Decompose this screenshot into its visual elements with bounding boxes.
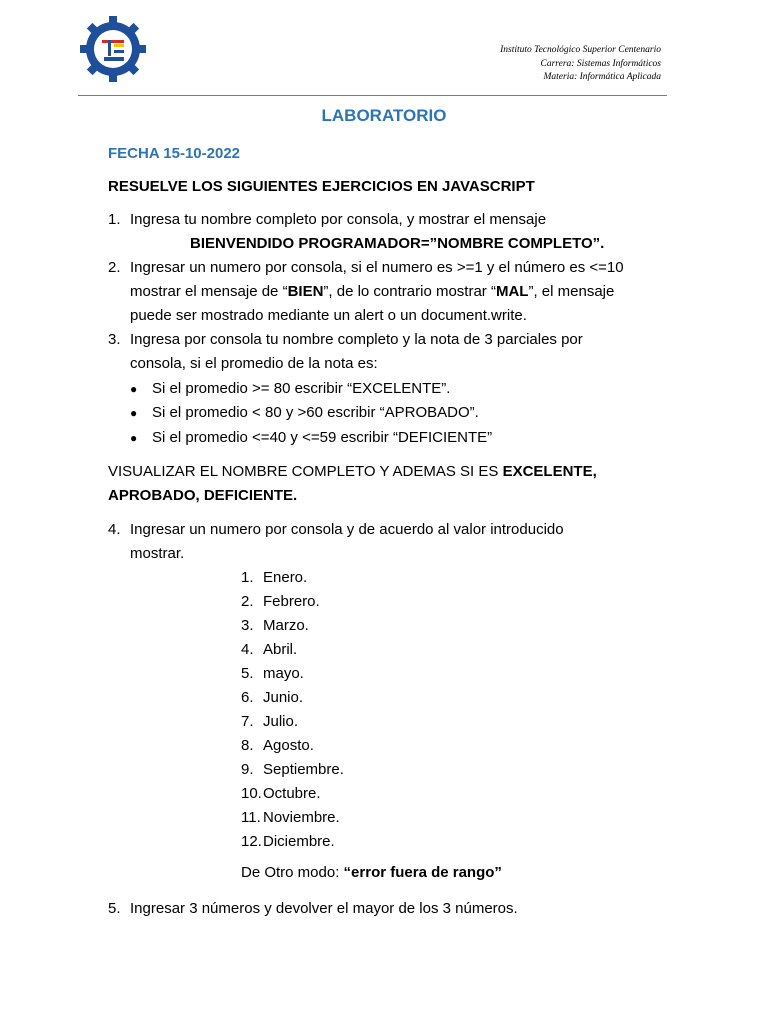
exercise-1 <box>108 210 546 230</box>
exercise-number: 4. <box>108 521 121 538</box>
bullet-item <box>130 403 479 423</box>
month-name: Abril. <box>263 641 298 658</box>
month-name: Julio. <box>263 713 299 730</box>
list-item <box>241 784 344 808</box>
exercise-text: Ingresa tu nombre completo por consola, y mostrar el mensaje <box>130 211 547 228</box>
exercise-4-line-2: mostrar. <box>130 545 185 562</box>
list-item <box>241 568 344 592</box>
list-item <box>241 592 344 616</box>
exercise-3 <box>108 330 583 350</box>
month-name: Febrero. <box>263 593 320 610</box>
otherwise-line <box>241 863 502 883</box>
mal-keyword: MAL <box>495 283 529 300</box>
exercise-4 <box>108 520 564 540</box>
exercise-2 <box>108 258 624 278</box>
exercise-text: Ingresar un numero por consola y de acuerdo al valor introducido <box>130 521 564 538</box>
bullet-icon: ● <box>130 406 138 420</box>
text-segment: ”, el mensaje <box>528 283 615 300</box>
institution-logo <box>78 14 148 84</box>
exercise-3-line-2: consola, si el promedio de la nota es: <box>130 355 378 372</box>
exercise-number: 1. <box>108 211 121 228</box>
list-item <box>241 640 344 664</box>
bien-keyword: BIEN <box>287 283 324 300</box>
career-name: Carrera: Sistemas Informáticos <box>540 58 661 69</box>
list-item <box>241 832 344 856</box>
list-number: 10. <box>241 785 262 802</box>
exercise-text: Ingresa por consola tu nombre completo y la nota de 3 parciales por <box>130 331 583 348</box>
month-name: Enero. <box>263 569 308 586</box>
gear-logo-icon <box>78 14 148 84</box>
list-number: 1. <box>241 569 254 586</box>
exercise-number: 3. <box>108 331 121 348</box>
list-number: 9. <box>241 761 254 778</box>
excelente-keyword: EXCELENTE, <box>502 463 597 480</box>
institution-name: Instituto Tecnológico Superior Centenario <box>500 45 661 55</box>
visualize-line-2: APROBADO, DEFICIENTE. <box>108 487 298 504</box>
exercise-2-line-2 <box>130 282 614 302</box>
list-number: 7. <box>241 713 254 730</box>
list-number: 2. <box>241 593 254 610</box>
bullet-text: Si el promedio >= 80 escribir “EXCELENTE”. <box>152 380 451 397</box>
bullet-icon: ● <box>130 382 138 396</box>
text-segment: ”, de lo contrario mostrar “ <box>323 283 496 300</box>
month-name: Octubre. <box>263 785 321 802</box>
list-item <box>241 736 344 760</box>
exercise-number: 5. <box>108 900 121 917</box>
exercise-1-message: BIENVENDIDO PROGRAMADOR=”NOMBRE COMPLETO”. <box>190 235 605 252</box>
list-item <box>241 760 344 784</box>
month-name: Agosto. <box>263 737 314 754</box>
month-name: Junio. <box>263 689 304 706</box>
list-number: 3. <box>241 617 254 634</box>
date-label: FECHA 15-10-2022 <box>108 145 241 162</box>
exercise-5 <box>108 899 518 919</box>
list-number: 12. <box>241 833 262 850</box>
list-number: 4. <box>241 641 254 658</box>
bullet-item <box>130 379 450 399</box>
month-name: Marzo. <box>263 617 309 634</box>
bullet-text: Si el promedio <=40 y <=59 escribir “DEFICIENTE” <box>152 429 493 446</box>
month-list <box>241 568 344 856</box>
list-item <box>241 616 344 640</box>
exercise-number: 2. <box>108 259 121 276</box>
month-name: Diciembre. <box>263 833 335 850</box>
list-number: 8. <box>241 737 254 754</box>
bullet-icon: ● <box>130 431 138 445</box>
text-segment: mostrar el mensaje de “ <box>130 283 288 300</box>
page-title: LABORATORIO <box>321 106 447 125</box>
instruction-heading: RESUELVE LOS SIGUIENTES EJERCICIOS EN JAVASCRIPT <box>108 178 535 195</box>
exercise-text: Ingresar 3 números y devolver el mayor de los 3 números. <box>130 900 518 917</box>
list-number: 6. <box>241 689 254 706</box>
header-info <box>500 44 661 85</box>
text-segment: VISUALIZAR EL NOMBRE COMPLETO Y ADEMAS SI ES <box>108 463 503 480</box>
subject-name: Materia: Informática Aplicada <box>543 72 661 82</box>
month-name: Septiembre. <box>263 761 344 778</box>
list-item <box>241 688 344 712</box>
list-item <box>241 712 344 736</box>
list-number: 11. <box>241 809 261 826</box>
visualize-line-1 <box>108 462 597 482</box>
month-name: mayo. <box>263 665 304 682</box>
exercise-text: Ingresar un numero por consola, si el numero es >=1 y el número es <=10 <box>130 259 624 276</box>
list-item <box>241 664 344 688</box>
error-message: “error fuera de rango” <box>343 864 502 881</box>
list-number: 5. <box>241 665 254 682</box>
text-segment: De Otro modo: <box>241 864 344 881</box>
list-item <box>241 808 344 832</box>
exercise-2-line-3: puede ser mostrado mediante un alert o un document.write. <box>130 307 527 324</box>
bullet-text: Si el promedio < 80 y >60 escribir “APROBADO”. <box>152 404 479 421</box>
month-name: Noviembre. <box>263 809 340 826</box>
header-divider <box>78 95 667 96</box>
bullet-item <box>130 428 492 448</box>
